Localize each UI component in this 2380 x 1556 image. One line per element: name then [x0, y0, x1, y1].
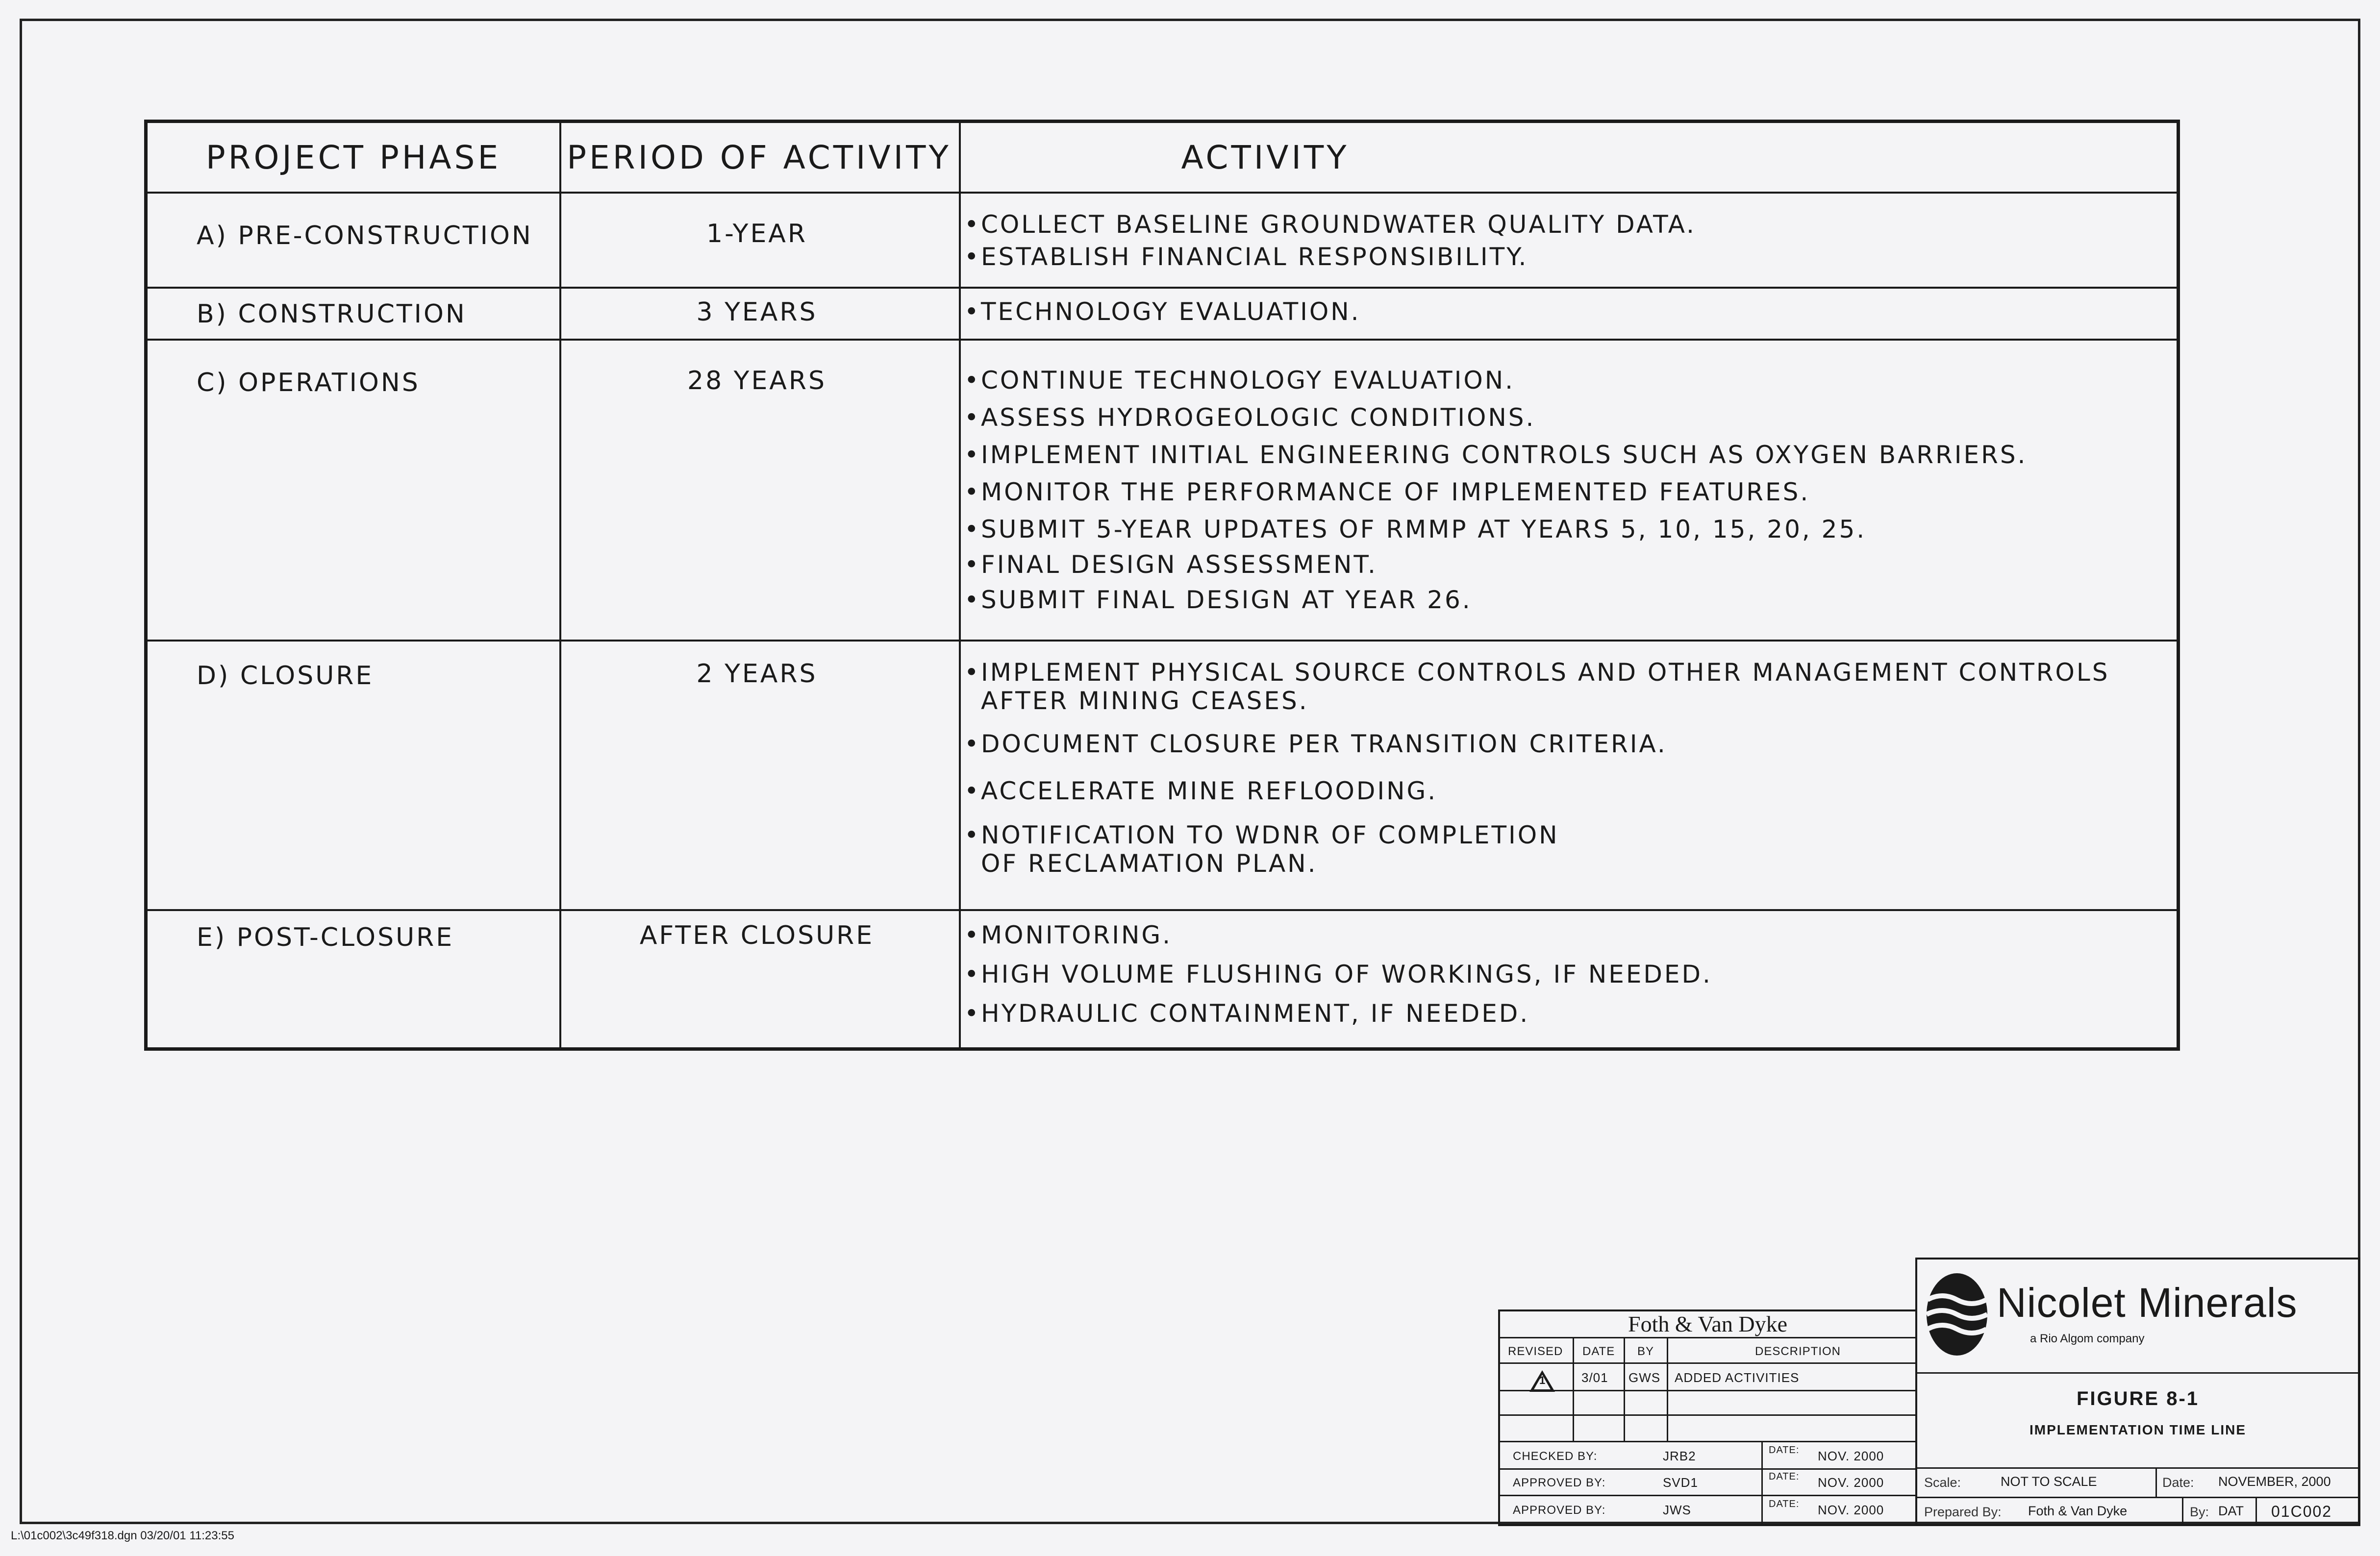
approved-by: SVD1 [1663, 1475, 1698, 1490]
activity-item: • HIGH VOLUME FLUSHING OF WORKINGS, IF NEEDED. [964, 960, 1712, 988]
phase-cell [148, 368, 554, 397]
activity-item: • CONTINUE TECHNOLOGY EVALUATION. [964, 366, 1515, 395]
approved-date: NOV. 2000 [1818, 1503, 1884, 1517]
approved-date: NOV. 2000 [1818, 1475, 1884, 1490]
revision-block [1498, 1309, 1917, 1526]
activity-item: • MONITORING. [964, 921, 1173, 949]
date-value: NOVEMBER, 2000 [2218, 1474, 2331, 1489]
activity-item: • IMPLEMENT PHYSICAL SOURCE CONTROLS AND OTHER MANAGEMENT CONTROLS AFTER MINING CEASES. [964, 658, 2110, 715]
period-cell: 2 YEARS [696, 659, 818, 689]
row-divider [148, 909, 2177, 911]
scale-value: NOT TO SCALE [2001, 1474, 2097, 1489]
activity-list [964, 921, 2167, 1028]
activity-list [964, 366, 2167, 614]
activity-item: • TECHNOLOGY EVALUATION. [964, 297, 1361, 326]
date-header: DATE [1582, 1345, 1615, 1358]
activity-item: • HYDRAULIC CONTAINMENT, IF NEEDED. [964, 999, 1530, 1028]
activity-item: • DOCUMENT CLOSURE PER TRANSITION CRITERIA. [964, 730, 1667, 758]
activity-item: • ACCELERATE MINE REFLOODING. [964, 777, 1438, 805]
nicolet-logo-icon [1925, 1270, 1989, 1358]
by-header: BY [1637, 1345, 1654, 1358]
revision-by: GWS [1628, 1370, 1661, 1385]
header-activity: ACTIVITY [1181, 138, 1350, 176]
header-project-phase: PROJECT PHASE [205, 138, 501, 176]
phase-cell [148, 661, 554, 691]
prepared-by: Foth & Van Dyke [2028, 1504, 2128, 1518]
checked-label: CHECKED BY: [1513, 1450, 1598, 1463]
activity-item: • ESTABLISH FINANCIAL RESPONSIBILITY. [964, 243, 1528, 271]
by-value: DAT [2218, 1504, 2244, 1518]
date-label: DATE: [1769, 1499, 1800, 1509]
period-cell: 3 YEARS [696, 297, 818, 327]
approved-by: JWS [1663, 1503, 1691, 1517]
company-title-block [1915, 1258, 2360, 1526]
row-divider [148, 287, 2177, 289]
phase-cell [148, 221, 554, 250]
revised-header: REVISED [1508, 1345, 1563, 1358]
figure-title: IMPLEMENTATION TIME LINE [2029, 1422, 2247, 1437]
firm-name: Foth & Van Dyke [1628, 1311, 1787, 1336]
phase-label: B) CONSTRUCTION [197, 299, 467, 329]
row-divider [148, 640, 2177, 642]
phase-cell [148, 923, 554, 952]
header-period-of-activity: PERIOD OF ACTIVITY [567, 138, 952, 176]
prepared-label: Prepared By: [1924, 1505, 2002, 1519]
row-divider [148, 192, 2177, 194]
phase-label: A) PRE-CONSTRUCTION [197, 221, 533, 250]
phase-label: C) OPERATIONS [197, 368, 420, 397]
figure-number: FIGURE 8-1 [2076, 1388, 2200, 1409]
revision-date: 3/01 [1581, 1370, 1608, 1385]
activity-item: • IMPLEMENT INITIAL ENGINEERING CONTROLS SUCH AS OXYGEN BARRIERS. [964, 441, 2028, 469]
phase-label: D) CLOSURE [197, 661, 374, 691]
date-label: Date: [2162, 1475, 2194, 1490]
period-cell: 28 YEARS [687, 366, 827, 395]
phase-cell [148, 299, 554, 329]
activity-item: • ASSESS HYDROGEOLOGIC CONDITIONS. [964, 403, 1536, 432]
revision-number: 1 [1539, 1374, 1546, 1386]
activity-item: • SUBMIT 5-YEAR UPDATES OF RMMP AT YEARS 5, 10, 15, 20, 25. [964, 515, 1867, 543]
activity-list [964, 658, 2167, 878]
approved-label: APPROVED BY: [1513, 1476, 1606, 1489]
activity-list [964, 297, 2167, 326]
description-header: DESCRIPTION [1755, 1345, 1841, 1358]
drawing-number: 01C002 [2271, 1503, 2332, 1520]
revision-description: ADDED ACTIVITIES [1675, 1370, 1800, 1385]
company-subtitle: a Rio Algom company [2030, 1332, 2145, 1345]
activity-item: • MONITOR THE PERFORMANCE OF IMPLEMENTED FEATURES. [964, 478, 1810, 506]
date-label: DATE: [1769, 1445, 1800, 1456]
date-label: DATE: [1769, 1471, 1800, 1482]
activity-item: • SUBMIT FINAL DESIGN AT YEAR 26. [964, 586, 1472, 614]
activity-list [964, 210, 2167, 271]
implementation-table [144, 120, 2180, 1051]
company-name: Nicolet Minerals [1997, 1280, 2298, 1326]
by-label: By: [2190, 1505, 2209, 1519]
file-path: L:\01c002\3c49f318.dgn 03/20/01 11:23:55 [11, 1529, 234, 1542]
checked-by: JRB2 [1663, 1449, 1696, 1463]
phase-label: E) POST-CLOSURE [197, 923, 454, 952]
activity-item: • FINAL DESIGN ASSESSMENT. [964, 550, 1378, 579]
activity-item: • COLLECT BASELINE GROUNDWATER QUALITY DATA. [964, 210, 1696, 239]
period-cell: AFTER CLOSURE [639, 921, 875, 950]
activity-item: • NOTIFICATION TO WDNR OF COMPLETION OF RECLAMATION PLAN. [964, 821, 1559, 878]
approved-label: APPROVED BY: [1513, 1504, 1606, 1517]
row-divider [148, 339, 2177, 341]
checked-date: NOV. 2000 [1818, 1449, 1884, 1463]
period-cell: 1-YEAR [706, 219, 807, 248]
scale-label: Scale: [1924, 1475, 1961, 1490]
